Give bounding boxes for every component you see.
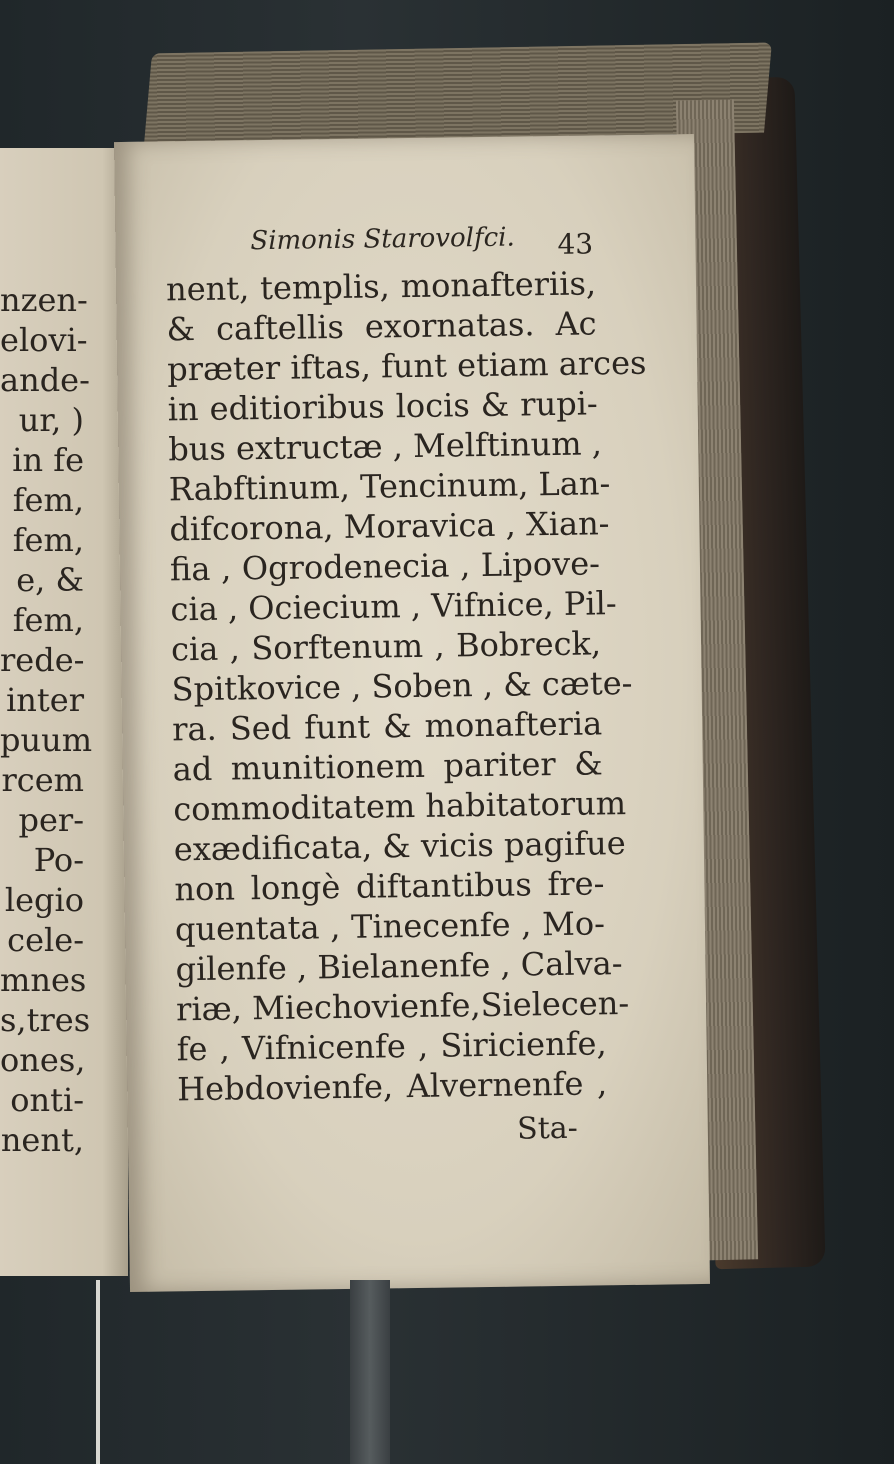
left-line: in fe <box>12 441 84 479</box>
left-line: cele- <box>7 921 84 959</box>
text-line: nent, templis, monafteriis, <box>165 264 597 309</box>
text-line: præter iftas, funt etiam arces <box>166 343 647 389</box>
left-line: s,tres <box>0 1001 91 1039</box>
text-line: & caftellis exornatas. Ac <box>166 304 597 349</box>
left-line: nzen- <box>0 281 88 319</box>
right-page <box>114 134 710 1292</box>
text-line: Spitkovice , Soben , & cæte- <box>171 663 633 709</box>
text-line: exædificata, & vicis pagifue <box>173 824 626 869</box>
text-line: non longè diftantibus fre- <box>174 864 605 909</box>
page-number: 43 <box>557 227 594 261</box>
left-line: fem, <box>12 481 84 519</box>
left-line: ande- <box>0 361 90 399</box>
body-text <box>165 263 647 1109</box>
left-line: elovi- <box>0 321 88 359</box>
left-line: fem, <box>12 601 84 639</box>
left-line: ur, ) <box>18 401 84 439</box>
left-line: rcem <box>1 761 84 799</box>
left-line: legio <box>4 881 84 919</box>
left-page-lines <box>0 280 132 1160</box>
left-page <box>0 148 128 1276</box>
bookmark-thread <box>96 1280 100 1464</box>
text-line: Hebdovienfe, Alvernenfe , <box>176 1064 608 1109</box>
text-line: in editioribus locis & rupi- <box>167 384 598 429</box>
left-line: ones, <box>0 1041 86 1079</box>
text-line: ad munitionem pariter & <box>172 744 603 789</box>
text-line: ra. Sed funt & monafteria <box>171 704 603 749</box>
catchword: Sta- <box>516 1110 579 1147</box>
text-line: Rabftinum, Tencinum, Lan- <box>168 464 611 509</box>
left-line: inter <box>6 681 84 719</box>
left-line: mnes <box>0 961 87 999</box>
running-header: Simonis Starovolfci. <box>250 222 515 257</box>
left-line: e, & <box>16 561 84 599</box>
text-line: cia , Ociecium , Vifnice, Pil- <box>170 584 617 629</box>
text-line: fe , Vifnicenfe , Siricienfe, <box>176 1024 607 1069</box>
text-line: gilenfe , Bielanenfe , Calva- <box>175 944 623 989</box>
text-line: riæ, Miechovienfe,Sielecen- <box>175 983 630 1029</box>
text-line: commoditatem habitatorum <box>173 784 627 829</box>
left-line: rede- <box>0 641 85 679</box>
left-line: puum <box>0 721 93 759</box>
left-line: per- <box>18 801 84 839</box>
text-line: cia , Sorftenum , Bobreck, <box>170 624 602 669</box>
text-line: fia , Ogrodenecia , Lipove- <box>169 544 601 589</box>
text-line: difcorona, Moravica , Xian- <box>169 504 610 549</box>
left-line: fem, <box>12 521 84 559</box>
bookmark-ribbon <box>350 1280 390 1464</box>
left-line: nent, <box>0 1121 84 1159</box>
left-line: onti- <box>10 1081 84 1119</box>
left-line: Po- <box>33 841 84 879</box>
text-line: bus extructæ , Melftinum , <box>168 424 603 469</box>
text-line: quentata , Tinecenfe , Mo- <box>174 904 606 949</box>
